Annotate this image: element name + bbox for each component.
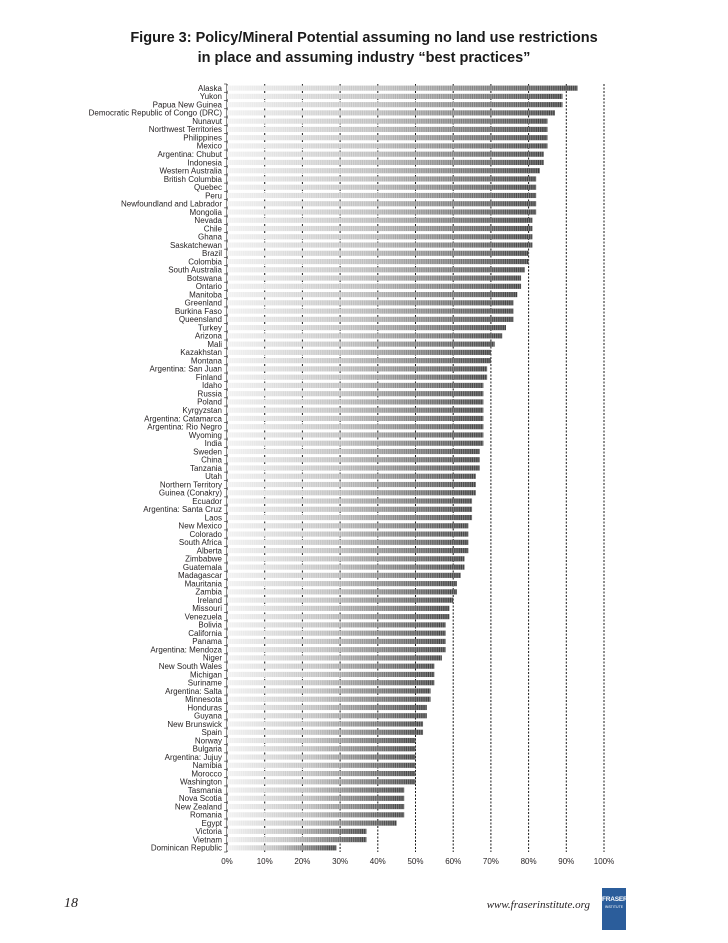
category-label: Northern Territory: [159, 480, 222, 490]
category-label: Zambia: [195, 587, 222, 597]
bar-texture: [227, 251, 529, 256]
bar-texture: [227, 366, 487, 371]
bar-texture: [227, 556, 465, 561]
figure-title-line-1: Figure 3: Policy/Mineral Potential assuming no land use restrictions: [130, 30, 598, 46]
category-label: Bolivia: [198, 620, 222, 630]
bar-texture: [227, 515, 472, 520]
category-label: Morocco: [191, 769, 222, 779]
bar-texture: [227, 821, 397, 826]
bar-texture: [227, 119, 547, 124]
category-label: New Brunswick: [167, 719, 222, 729]
x-tick-label: 100%: [593, 857, 615, 866]
category-label: Guinea (Conakry): [158, 488, 222, 498]
x-tick-label: 20%: [294, 857, 311, 866]
bar-texture: [227, 614, 449, 619]
category-label: Spain: [201, 728, 222, 738]
bar-texture: [227, 94, 563, 99]
category-label: Poland: [197, 397, 222, 407]
bar-texture: [227, 391, 483, 396]
bar-texture: [227, 102, 563, 107]
x-tick-label: 30%: [332, 857, 349, 866]
bar-texture: [227, 697, 431, 702]
category-label: Laos: [204, 513, 222, 523]
bar-texture: [227, 680, 434, 685]
bar-texture: [227, 193, 536, 198]
bar-texture: [227, 350, 491, 355]
bar-texture: [227, 581, 457, 586]
bar-texture: [227, 110, 555, 115]
bar-texture: [227, 482, 476, 487]
category-label: Suriname: [187, 678, 222, 688]
category-label: Colorado: [189, 529, 222, 539]
category-label: Quebec: [193, 183, 222, 193]
bar-texture: [227, 267, 525, 272]
category-label: Argentina: Mendoza: [150, 645, 222, 655]
fraser-institute-logo: [602, 888, 626, 930]
category-label: Washington: [180, 777, 222, 787]
category-label: Northwest Territories: [148, 125, 222, 135]
category-label: Namibia: [192, 761, 222, 771]
bar-texture: [227, 688, 431, 693]
bar-texture: [227, 746, 416, 751]
category-label: South Africa: [178, 538, 222, 548]
figure-title-line-2: in place and assuming industry “best practices”: [197, 50, 531, 66]
category-label: Colombia: [188, 257, 222, 267]
bar-texture: [227, 300, 514, 305]
category-label: Bulgaria: [192, 744, 222, 754]
bar-texture: [227, 829, 366, 834]
bar-texture: [227, 788, 404, 793]
bar-texture: [227, 218, 532, 223]
bar-texture: [227, 598, 453, 603]
category-label: Ontario: [195, 282, 222, 292]
category-label: Manitoba: [189, 290, 222, 300]
category-label: Peru: [205, 191, 222, 201]
bar-texture: [227, 342, 495, 347]
category-label: Ghana: [197, 232, 222, 242]
category-label: Newfoundland and Labrador: [121, 199, 222, 209]
bar-texture: [227, 259, 529, 264]
category-label: Honduras: [187, 703, 222, 713]
category-label: Alaska: [197, 83, 222, 93]
category-label: New Zealand: [174, 802, 222, 812]
bar-texture: [227, 812, 404, 817]
category-label: Alberta: [196, 546, 222, 556]
bar-texture: [227, 242, 532, 247]
category-label: Turkey: [197, 323, 222, 333]
bar-texture: [227, 209, 536, 214]
category-label: Madagascar: [177, 571, 222, 581]
bar-texture: [227, 457, 480, 462]
category-label: India: [204, 439, 222, 449]
x-tick-label: 10%: [256, 857, 273, 866]
category-label: Mexico: [196, 141, 222, 151]
bar-texture: [227, 474, 476, 479]
category-label: British Columbia: [163, 174, 222, 184]
category-label: Kazakhstan: [180, 348, 222, 358]
category-label: Missouri: [192, 604, 222, 614]
bar-texture: [227, 333, 502, 338]
bar-texture: [227, 127, 547, 132]
category-label: Nunavut: [192, 116, 222, 126]
category-label: Botswana: [186, 273, 222, 283]
category-label: China: [201, 455, 222, 465]
bar-texture: [227, 721, 423, 726]
bar-texture: [227, 399, 483, 404]
category-label: Burkina Faso: [174, 306, 222, 316]
category-label: Utah: [205, 472, 222, 482]
bar-texture: [227, 152, 544, 157]
category-label: Kyrgyzstan: [182, 405, 222, 415]
bar-texture: [227, 416, 483, 421]
category-label: Ireland: [197, 595, 222, 605]
bar-texture: [227, 532, 468, 537]
bar-texture: [227, 185, 536, 190]
category-label: Michigan: [189, 670, 222, 680]
bar-texture: [227, 631, 446, 636]
bar-texture: [227, 317, 514, 322]
category-label: Nova Scotia: [178, 794, 222, 804]
category-label: Saskatchewan: [169, 240, 222, 250]
category-label: Idaho: [201, 381, 222, 391]
category-label: Minnesota: [185, 695, 222, 705]
category-label: Mongolia: [189, 207, 222, 217]
category-label: Brazil: [201, 249, 222, 259]
category-label: Egypt: [201, 818, 222, 828]
bar-texture: [227, 441, 483, 446]
bar-texture: [227, 754, 416, 759]
bar-texture: [227, 325, 506, 330]
category-label: Venezuela: [184, 612, 222, 622]
category-label: Greenland: [184, 298, 222, 308]
bar-texture: [227, 176, 536, 181]
bar-texture: [227, 647, 446, 652]
category-label: Ecuador: [192, 496, 222, 506]
category-label: Mauritania: [184, 579, 222, 589]
logo-subtext: INSTITUTE: [604, 905, 624, 909]
bar-texture: [227, 655, 442, 660]
bar-texture: [227, 672, 434, 677]
category-label: Yukon: [199, 92, 222, 102]
bar-texture: [227, 622, 446, 627]
category-label: Norway: [194, 736, 222, 746]
category-label: Queensland: [178, 315, 222, 325]
bar-texture: [227, 309, 514, 314]
category-label: Western Australia: [159, 166, 222, 176]
bar-texture: [227, 201, 536, 206]
bar-texture: [227, 540, 468, 545]
category-label: South Australia: [168, 265, 222, 275]
bar-texture: [227, 383, 483, 388]
x-axis-tick-labels: [221, 857, 614, 866]
category-label: Indonesia: [187, 158, 222, 168]
bar-texture: [227, 498, 472, 503]
category-label: Nevada: [194, 216, 222, 226]
bar-texture: [227, 160, 544, 165]
bar-texture: [227, 135, 547, 140]
category-label: Russia: [197, 389, 222, 399]
bar-texture: [227, 408, 483, 413]
bar-texture: [227, 226, 532, 231]
bar-texture: [227, 284, 521, 289]
bar-texture: [227, 705, 427, 710]
category-label: Democratic Republic of Congo (DRC): [88, 108, 222, 118]
category-label: Montana: [190, 356, 222, 366]
category-label: Argentina: Chubut: [157, 149, 222, 159]
bar-texture: [227, 804, 404, 809]
bar-texture: [227, 664, 434, 669]
bar-texture: [227, 565, 465, 570]
category-label: Argentina: Rio Negro: [147, 422, 222, 432]
bar-texture: [227, 276, 521, 281]
x-tick-label: 60%: [445, 857, 462, 866]
bar-texture: [227, 375, 487, 380]
category-label: Panama: [192, 637, 222, 647]
x-tick-label: 0%: [221, 857, 233, 866]
bar-texture: [227, 796, 404, 801]
category-label: Chile: [203, 224, 222, 234]
bar-texture: [227, 606, 449, 611]
category-label: Vietnam: [192, 835, 222, 845]
category-label: Argentina: Salta: [165, 686, 222, 696]
bar-texture: [227, 771, 416, 776]
bar-texture: [227, 234, 532, 239]
bar-texture: [227, 763, 416, 768]
category-label: Arizona: [194, 331, 222, 341]
category-label: California: [188, 628, 222, 638]
category-label: Zimbabwe: [185, 554, 222, 564]
bar-texture: [227, 292, 517, 297]
category-label: Argentina: Santa Cruz: [143, 505, 222, 515]
category-labels: [89, 84, 223, 853]
category-label: Victoria: [195, 827, 222, 837]
category-label: Sweden: [193, 447, 222, 457]
logo-text: FRASER: [602, 896, 628, 903]
bar-texture: [227, 738, 416, 743]
category-label: Papua New Guinea: [152, 100, 222, 110]
category-label: Argentina: Catamarca: [144, 414, 222, 424]
category-label: Niger: [202, 653, 222, 663]
footer-url[interactable]: www.fraserinstitute.org: [486, 899, 590, 911]
x-tick-label: 90%: [558, 857, 575, 866]
category-label: Dominican Republic: [150, 843, 222, 853]
x-tick-label: 80%: [520, 857, 537, 866]
bars: [227, 86, 578, 851]
category-label: Guyana: [193, 711, 222, 721]
bar-texture: [227, 837, 366, 842]
bar-texture: [227, 465, 480, 470]
bar-texture: [227, 143, 547, 148]
page-number: 18: [64, 896, 78, 911]
bar-texture: [227, 523, 468, 528]
category-label: New South Wales: [158, 661, 222, 671]
category-label: Wyoming: [188, 430, 222, 440]
category-label: Guatemala: [182, 562, 222, 572]
bar-texture: [227, 449, 480, 454]
category-label: Argentina: San Juan: [149, 364, 222, 374]
bar-texture: [227, 730, 423, 735]
category-label: Philippines: [183, 133, 222, 143]
bar-texture: [227, 358, 491, 363]
bar-texture: [227, 86, 578, 91]
category-label: Tanzania: [189, 463, 222, 473]
bar-texture: [227, 424, 483, 429]
category-label: Finland: [195, 372, 222, 382]
category-label: Tasmania: [187, 785, 222, 795]
bar-texture: [227, 845, 336, 850]
bar-texture: [227, 490, 476, 495]
bar-texture: [227, 713, 427, 718]
x-tick-label: 50%: [407, 857, 424, 866]
category-label: New Mexico: [178, 521, 222, 531]
bar-texture: [227, 548, 468, 553]
bar-texture: [227, 573, 461, 578]
bar-texture: [227, 779, 416, 784]
x-tick-label: 40%: [369, 857, 386, 866]
bar-texture: [227, 639, 446, 644]
x-tick-label: 70%: [482, 857, 499, 866]
category-label: Mali: [207, 339, 222, 349]
bar-texture: [227, 589, 457, 594]
bar-texture: [227, 432, 483, 437]
bar-texture: [227, 168, 540, 173]
bar-texture: [227, 507, 472, 512]
category-label: Romania: [189, 810, 222, 820]
category-label: Argentina: Jujuy: [164, 752, 222, 762]
